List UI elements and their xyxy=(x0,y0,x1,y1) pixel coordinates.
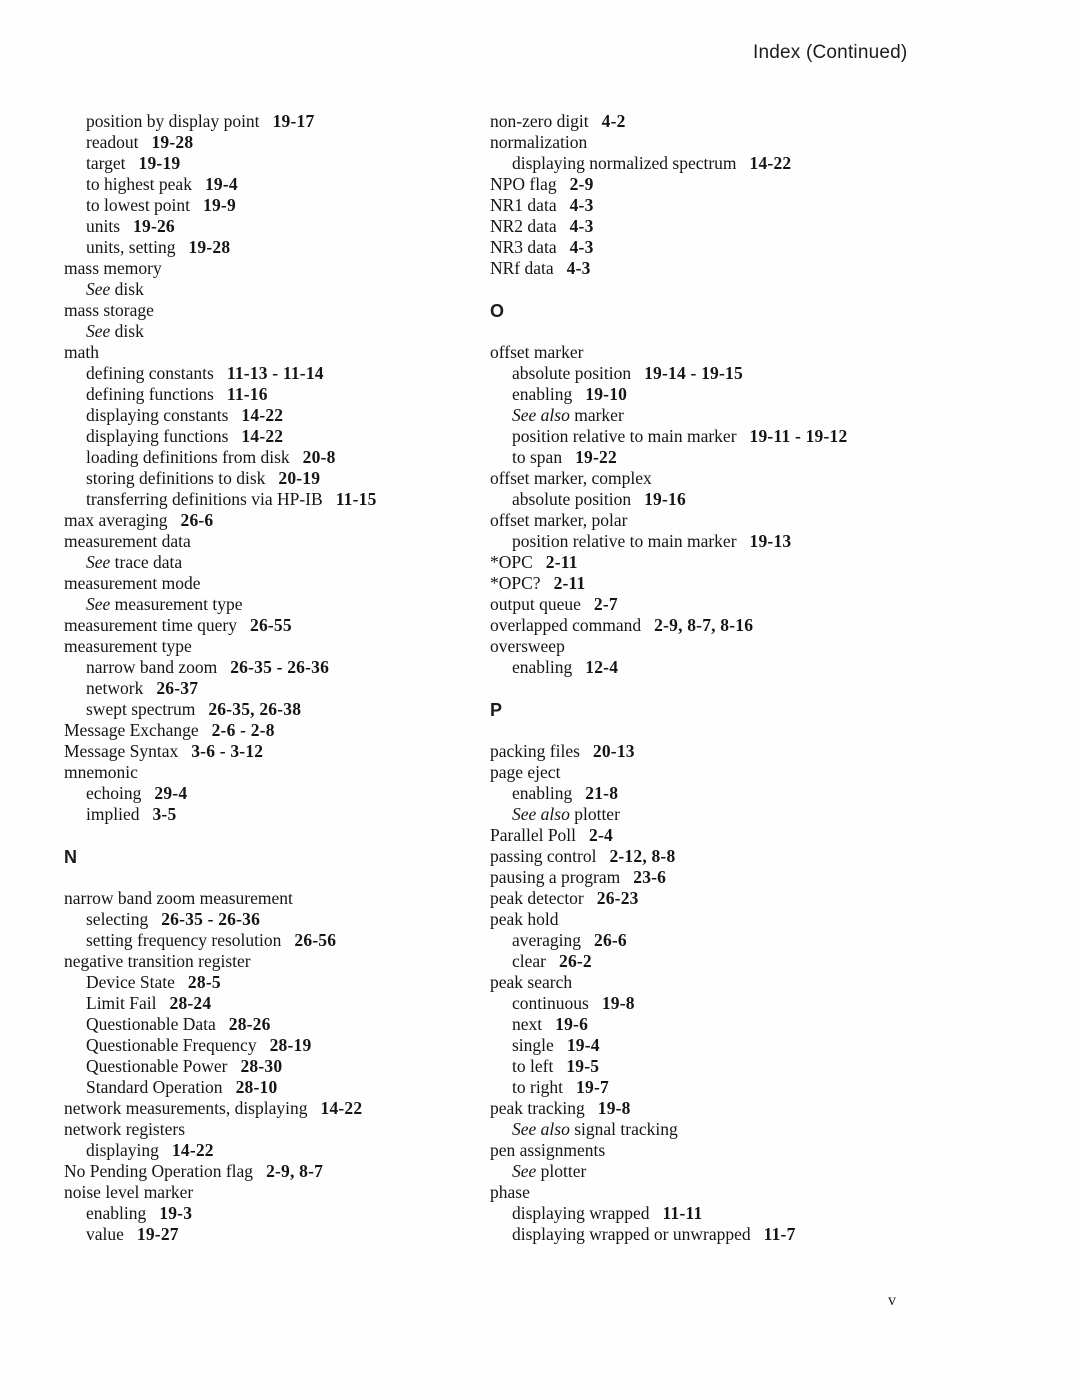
index-entry xyxy=(64,573,489,594)
page-reference: 19-6 xyxy=(555,1014,589,1034)
index-entry-text: See measurement type xyxy=(86,594,243,614)
index-entry-text: noise level marker xyxy=(64,1182,194,1202)
index-entry xyxy=(64,951,489,972)
index-entry xyxy=(64,468,489,489)
index-entry xyxy=(64,426,489,447)
page-reference: 19-17 xyxy=(272,111,315,131)
see-reference-label: See xyxy=(512,1161,537,1181)
index-entry xyxy=(490,867,970,888)
page-reference: 3-6 - 3-12 xyxy=(191,741,264,761)
index-entry-text: defining constants xyxy=(86,363,214,383)
index-entry xyxy=(490,1119,970,1140)
index-entry-text: position by display point xyxy=(86,111,260,131)
index-entry xyxy=(64,342,489,363)
index-entry xyxy=(64,363,489,384)
page-reference: 19-8 xyxy=(597,1098,631,1118)
index-entry-text: displaying wrapped or unwrapped xyxy=(512,1224,751,1244)
page-reference: 11-13 - 11-14 xyxy=(226,363,324,383)
index-entry xyxy=(64,447,489,468)
index-entry-text: measurement mode xyxy=(64,573,201,593)
index-entry xyxy=(490,951,970,972)
index-entry xyxy=(64,804,489,825)
page-reference: 11-16 xyxy=(226,384,268,404)
index-entry-text: setting frequency resolution xyxy=(86,930,282,950)
page-reference: 4-3 xyxy=(569,237,594,257)
index-entry-text: output queue xyxy=(490,594,581,614)
index-entry-text: continuous xyxy=(512,993,589,1013)
index-entry-text: See trace data xyxy=(86,552,183,572)
index-entry-text: See also marker xyxy=(512,405,624,425)
index-entry xyxy=(490,909,970,930)
index-entry xyxy=(490,1224,970,1245)
page-reference: 3-5 xyxy=(152,804,177,824)
index-entry xyxy=(64,1140,489,1161)
page-reference: 29-4 xyxy=(154,783,188,803)
index-entry-text: storing definitions to disk xyxy=(86,468,266,488)
index-entry-text: narrow band zoom xyxy=(86,657,218,677)
index-entry xyxy=(64,531,489,552)
section-letter-n: N xyxy=(64,847,77,867)
page-reference: 26-2 xyxy=(559,951,592,971)
index-entry xyxy=(64,321,489,342)
page-reference: 26-56 xyxy=(294,930,337,950)
index-entry xyxy=(64,279,489,300)
index-entry-text: to right xyxy=(512,1077,564,1097)
index-entry xyxy=(64,1035,489,1056)
page-reference: 2-12, 8-8 xyxy=(609,846,676,866)
index-entry xyxy=(64,930,489,951)
page-reference: 2-6 - 2-8 xyxy=(211,720,275,740)
page-reference: 19-22 xyxy=(575,447,617,467)
index-entry xyxy=(490,657,970,678)
index-entry xyxy=(490,1098,970,1119)
index-entry-text: network registers xyxy=(64,1119,186,1139)
page-reference: 28-24 xyxy=(169,993,212,1013)
index-entry-text: See plotter xyxy=(512,1161,587,1181)
index-entry xyxy=(64,741,489,762)
index-entry xyxy=(490,888,970,909)
index-entry-text: displaying wrapped xyxy=(512,1203,650,1223)
index-entry-text: mass storage xyxy=(64,300,154,320)
index-entry xyxy=(64,216,489,237)
page-reference: 12-4 xyxy=(585,657,619,677)
index-entry-text: measurement time query xyxy=(64,615,237,635)
page-reference: 20-8 xyxy=(302,447,336,467)
page-reference: 26-35, 26-38 xyxy=(208,699,302,719)
page-reference: 23-6 xyxy=(633,867,667,887)
index-entry-text: narrow band zoom measurement xyxy=(64,888,293,908)
index-entry-text: enabling xyxy=(512,783,573,803)
section-letter-o: O xyxy=(490,301,505,321)
index-entry-text: peak tracking xyxy=(490,1098,585,1118)
index-entry xyxy=(490,825,970,846)
index-entry-text: displaying xyxy=(86,1140,159,1160)
index-entry-text: displaying normalized spectrum xyxy=(512,153,737,173)
page-reference: 19-16 xyxy=(644,489,686,509)
page-reference: 28-5 xyxy=(187,972,221,992)
page-reference: 14-22 xyxy=(241,426,284,446)
index-entry-text: next xyxy=(512,1014,543,1034)
index-entry xyxy=(490,468,970,489)
index-entry-text: passing control xyxy=(490,846,597,866)
index-entry xyxy=(64,993,489,1014)
index-entry-text: Standard Operation xyxy=(86,1077,223,1097)
index-entry-text: pausing a program xyxy=(490,867,621,887)
index-entry-text: max averaging xyxy=(64,510,168,530)
page-reference: 19-14 - 19-15 xyxy=(644,363,743,383)
index-entry-text: to lowest point xyxy=(86,195,191,215)
index-entry-text: single xyxy=(512,1035,554,1055)
index-entry-text: offset marker, complex xyxy=(490,468,652,488)
index-entry-text: displaying functions xyxy=(86,426,229,446)
index-entry-text: enabling xyxy=(512,384,573,404)
page-reference: 4-3 xyxy=(566,258,591,278)
page-reference: 2-9, 8-7, 8-16 xyxy=(654,615,754,635)
page-reference: 20-19 xyxy=(278,468,321,488)
page-reference: 26-37 xyxy=(156,678,199,698)
index-entry xyxy=(64,1224,489,1245)
index-entry-text: See disk xyxy=(86,321,144,341)
index-column-right xyxy=(490,111,970,1245)
index-entry-text: network xyxy=(86,678,144,698)
index-entry-text: See disk xyxy=(86,279,144,299)
index-entry xyxy=(490,636,970,657)
index-entry-text: value xyxy=(86,1224,124,1244)
index-entry xyxy=(64,762,489,783)
page-reference: 19-27 xyxy=(136,1224,179,1244)
index-entry xyxy=(490,111,970,132)
index-entry xyxy=(490,531,970,552)
see-reference-label: See also xyxy=(512,405,570,425)
index-entry-text: units xyxy=(86,216,121,236)
page-reference: 11-15 xyxy=(335,489,377,509)
index-entry-text: Questionable Frequency xyxy=(86,1035,257,1055)
index-entry xyxy=(64,615,489,636)
index-entry xyxy=(64,1203,489,1224)
index-entry-text: network measurements, displaying xyxy=(64,1098,308,1118)
index-entry xyxy=(64,1119,489,1140)
index-entry-text: See also signal tracking xyxy=(512,1119,678,1139)
index-entry-text: position relative to main marker xyxy=(512,531,737,551)
index-entry-text: mnemonic xyxy=(64,762,138,782)
index-entry-text: enabling xyxy=(512,657,573,677)
page-reference: 21-8 xyxy=(585,783,619,803)
index-entry xyxy=(64,174,489,195)
see-reference-label: See xyxy=(86,552,111,572)
index-entry-text: NPO flag xyxy=(490,174,557,194)
page-reference: 2-7 xyxy=(593,594,618,614)
index-entry xyxy=(490,153,970,174)
index-entry xyxy=(490,1056,970,1077)
page-reference: 28-19 xyxy=(269,1035,312,1055)
index-entry xyxy=(490,615,970,636)
page-reference: 2-9 xyxy=(569,174,594,194)
page-number: v xyxy=(888,1292,896,1309)
index-entry xyxy=(64,678,489,699)
index-entry xyxy=(490,993,970,1014)
index-entry xyxy=(490,804,970,825)
page-reference: 26-55 xyxy=(250,615,292,635)
index-entry-text: absolute position xyxy=(512,489,632,509)
index-entry xyxy=(64,552,489,573)
index-entry-text: position relative to main marker xyxy=(512,426,737,446)
index-entry-text: phase xyxy=(490,1182,530,1202)
page-reference: 26-35 - 26-36 xyxy=(161,909,261,929)
index-entry xyxy=(64,1182,489,1203)
see-reference-label: See xyxy=(86,279,111,299)
page-reference: 19-3 xyxy=(159,1203,193,1223)
page-reference: 19-4 xyxy=(204,174,238,194)
index-entry-text: offset marker xyxy=(490,342,584,362)
index-entry-text: peak hold xyxy=(490,909,559,929)
index-entry-text: Questionable Data xyxy=(86,1014,216,1034)
index-entry-text: to highest peak xyxy=(86,174,192,194)
index-entry-text: No Pending Operation flag xyxy=(64,1161,254,1181)
page-reference: 26-6 xyxy=(594,930,627,950)
index-entry xyxy=(490,489,970,510)
index-entry xyxy=(490,783,970,804)
index-entry-text: measurement data xyxy=(64,531,191,551)
page-reference: 19-11 - 19-12 xyxy=(749,426,848,446)
index-entry xyxy=(64,1056,489,1077)
index-entry xyxy=(490,1140,970,1161)
index-entry-text: negative transition register xyxy=(64,951,251,971)
page-reference: 19-7 xyxy=(576,1077,609,1097)
index-entry-text: math xyxy=(64,342,99,362)
page-reference: 14-22 xyxy=(749,153,792,173)
page-reference: 11-11 xyxy=(662,1203,703,1223)
index-entry-text: packing files xyxy=(490,741,580,761)
page-reference: 19-8 xyxy=(601,993,635,1013)
index-entry xyxy=(64,384,489,405)
index-entry-text: Device State xyxy=(86,972,175,992)
index-entry-text: clear xyxy=(512,951,546,971)
index-entry xyxy=(64,153,489,174)
index-entry xyxy=(64,1161,489,1182)
index-entry xyxy=(64,237,489,258)
page-reference: 28-10 xyxy=(235,1077,278,1097)
index-entry-text: offset marker, polar xyxy=(490,510,628,530)
page-reference: 20-13 xyxy=(592,741,635,761)
index-entry xyxy=(64,258,489,279)
index-entry xyxy=(64,489,489,510)
index-entry-text: displaying constants xyxy=(86,405,229,425)
index-entry xyxy=(490,447,970,468)
page-reference: 19-10 xyxy=(585,384,628,404)
page-reference: 2-11 xyxy=(545,552,578,572)
index-entry xyxy=(64,132,489,153)
page-reference: 19-19 xyxy=(138,153,181,173)
index-entry-text: averaging xyxy=(512,930,581,950)
page-reference: 26-6 xyxy=(180,510,214,530)
page-reference: 19-26 xyxy=(133,216,175,236)
index-entry xyxy=(64,195,489,216)
index-entry-text: selecting xyxy=(86,909,149,929)
index-entry xyxy=(490,552,970,573)
index-entry xyxy=(490,174,970,195)
index-entry-text: overlapped command xyxy=(490,615,642,635)
index-entry xyxy=(490,1161,970,1182)
index-entry-text: Parallel Poll xyxy=(490,825,577,845)
index-entry xyxy=(490,132,970,153)
page-header-title: Index (Continued) xyxy=(753,42,908,63)
index-entry xyxy=(490,195,970,216)
page-reference: 26-23 xyxy=(596,888,639,908)
index-entry xyxy=(64,699,489,720)
index-entry-text: transferring definitions via HP-IB xyxy=(86,489,323,509)
index-entry xyxy=(64,636,489,657)
index-entry xyxy=(64,1098,489,1119)
page-reference: 2-9, 8-7 xyxy=(266,1161,324,1181)
index-entry xyxy=(490,342,970,363)
index-entry-text: *OPC xyxy=(490,552,533,572)
index-entry xyxy=(490,1203,970,1224)
index-entry-text: to left xyxy=(512,1056,554,1076)
index-entry xyxy=(490,594,970,615)
index-entry xyxy=(490,1014,970,1035)
page-reference: 4-3 xyxy=(569,195,594,215)
page-reference: 2-11 xyxy=(553,573,586,593)
page-reference: 4-2 xyxy=(601,111,626,131)
index-entry xyxy=(490,216,970,237)
index-entry xyxy=(490,762,970,783)
index-entry-text: NR2 data xyxy=(490,216,557,236)
index-entry xyxy=(64,720,489,741)
index-entry-text: NR3 data xyxy=(490,237,557,257)
index-entry xyxy=(490,1077,970,1098)
index-entry-text: defining functions xyxy=(86,384,214,404)
index-entry-text: measurement type xyxy=(64,636,192,656)
index-entry-text: non-zero digit xyxy=(490,111,589,131)
page-reference: 19-13 xyxy=(749,531,792,551)
index-entry xyxy=(64,594,489,615)
page-reference: 14-22 xyxy=(241,405,284,425)
page-reference: 28-30 xyxy=(240,1056,283,1076)
index-entry-text: NR1 data xyxy=(490,195,557,215)
index-entry xyxy=(64,1077,489,1098)
index-entry-text: units, setting xyxy=(86,237,176,257)
page-reference: 14-22 xyxy=(171,1140,214,1160)
index-entry xyxy=(490,405,970,426)
index-entry xyxy=(64,510,489,531)
index-entry xyxy=(490,237,970,258)
index-entry-text: echoing xyxy=(86,783,142,803)
see-reference-label: See xyxy=(86,321,111,341)
index-entry xyxy=(64,405,489,426)
index-entry xyxy=(490,930,970,951)
index-entry-text: readout xyxy=(86,132,139,152)
see-reference-label: See also xyxy=(512,1119,570,1139)
index-entry xyxy=(64,909,489,930)
page-reference: 19-28 xyxy=(151,132,194,152)
index-entry xyxy=(490,1182,970,1203)
index-entry xyxy=(64,1014,489,1035)
index-entry xyxy=(64,972,489,993)
index-entry-text: normalization xyxy=(490,132,588,152)
index-entry-text: to span xyxy=(512,447,563,467)
index-entry-text: Questionable Power xyxy=(86,1056,228,1076)
index-entry xyxy=(490,363,970,384)
index-entry xyxy=(490,972,970,993)
page-reference: 4-3 xyxy=(569,216,594,236)
page-reference: 28-26 xyxy=(228,1014,271,1034)
index-entry-text: oversweep xyxy=(490,636,565,656)
index-entry-text: target xyxy=(86,153,126,173)
index-entry-text: implied xyxy=(86,804,140,824)
index-entry xyxy=(64,888,489,909)
index-entry-text: See also plotter xyxy=(512,804,620,824)
index-entry-text: Message Exchange xyxy=(64,720,199,740)
index-entry-text: enabling xyxy=(86,1203,147,1223)
index-entry-text: page eject xyxy=(490,762,561,782)
index-entry-text: *OPC? xyxy=(490,573,541,593)
index-entry-text: Message Syntax xyxy=(64,741,179,761)
index-entry-text: mass memory xyxy=(64,258,162,278)
index-entry xyxy=(490,573,970,594)
index-entry xyxy=(490,846,970,867)
page-reference: 19-4 xyxy=(566,1035,600,1055)
index-entry xyxy=(490,258,970,279)
page-reference: 2-4 xyxy=(589,825,613,845)
page-reference: 11-7 xyxy=(763,1224,796,1244)
page-reference: 14-22 xyxy=(320,1098,363,1118)
index-entry xyxy=(64,300,489,321)
index-entry-text: peak detector xyxy=(490,888,584,908)
page-reference: 19-9 xyxy=(203,195,236,215)
index-entry-text: peak search xyxy=(490,972,573,992)
index-entry xyxy=(490,384,970,405)
page-reference: 19-28 xyxy=(188,237,231,257)
page-reference: 26-35 - 26-36 xyxy=(230,657,330,677)
section-letter-p: P xyxy=(490,700,503,720)
index-entry-text: Limit Fail xyxy=(86,993,157,1013)
index-entry-text: loading definitions from disk xyxy=(86,447,290,467)
index-entry-text: swept spectrum xyxy=(86,699,196,719)
see-reference-label: See also xyxy=(512,804,570,824)
index-entry-text: pen assignments xyxy=(490,1140,606,1160)
index-entry xyxy=(64,783,489,804)
index-entry-text: NRf data xyxy=(490,258,554,278)
index-column-left xyxy=(64,111,489,1245)
index-entry xyxy=(64,111,489,132)
index-entry xyxy=(490,741,970,762)
index-entry-text: absolute position xyxy=(512,363,632,383)
index-entry xyxy=(64,657,489,678)
see-reference-label: See xyxy=(86,594,111,614)
index-entry xyxy=(490,510,970,531)
index-entry xyxy=(490,426,970,447)
index-entry xyxy=(490,1035,970,1056)
page-reference: 19-5 xyxy=(566,1056,600,1076)
